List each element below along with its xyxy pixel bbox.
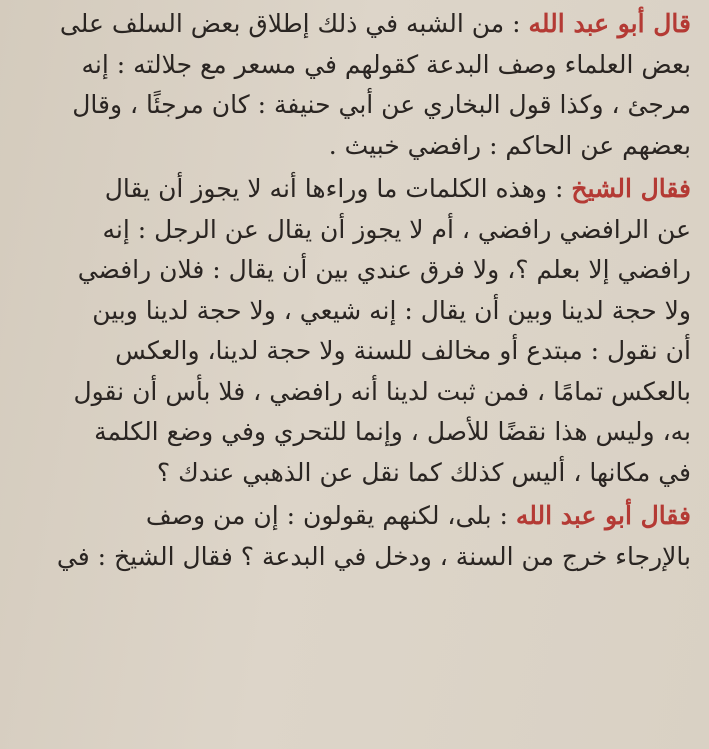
text-line (18, 4, 691, 45)
line-remainder: : من الشبه في ذلك إطلاق بعض السلف على (59, 9, 529, 38)
text-line (18, 169, 691, 210)
text-line: ولا حجة لدينا وبين أن يقال : إنه شيعي ، ولا حجة لدينا وبين (92, 295, 691, 325)
text-line: رافضي إلا بعلم ؟، ولا فرق عندي بين أن يقال : فلان رافضي (77, 255, 691, 284)
text-line: عن الرافضي رافضي ، أم لا يجوز أن يقال عن الرجل : إنه (102, 214, 691, 244)
text-line (18, 496, 691, 537)
text-line: به، وليس هذا نقضًا للأصل ، وإنما للتحري وفي وضع الكلمة (94, 417, 691, 446)
line-remainder: : بلى، لكنهم يقولون : إن من وصف (145, 501, 516, 530)
text-line: بعضهم عن الحاكم : رافضي خبيث . (328, 130, 691, 160)
text-line: بعض العلماء وصف البدعة كقولهم في مسعر مع جلالته : إنه (81, 49, 691, 79)
paragraph (18, 496, 691, 577)
text-line: في مكانها ، أليس كذلك كما نقل عن الذهبي عندك ؟ (156, 457, 691, 487)
speaker-label: فقال الشيخ (571, 174, 691, 203)
paragraph (18, 169, 691, 493)
paragraph (18, 4, 691, 166)
text-line: بالإرجاء خرج من السنة ، ودخل في البدعة ؟ فقال الشيخ : في (56, 541, 691, 571)
line-remainder: : وهذه الكلمات ما وراءها أنه لا يجوز أن يقال (104, 174, 572, 203)
text-line: أن نقول : مبتدع أو مخالف للسنة ولا حجة لدينا، والعكس (115, 336, 691, 365)
speaker-label: فقال أبو عبد الله (515, 501, 691, 530)
speaker-label: قال أبو عبد الله (528, 9, 691, 38)
text-line: مرجئ ، وكذا قول البخاري عن أبي حنيفة : كان مرجئًا ، وقال (72, 90, 691, 119)
text-line: بالعكس تمامًا ، فمن ثبت لدينا أنه رافضي ، فلا بأس أن نقول (73, 376, 691, 406)
